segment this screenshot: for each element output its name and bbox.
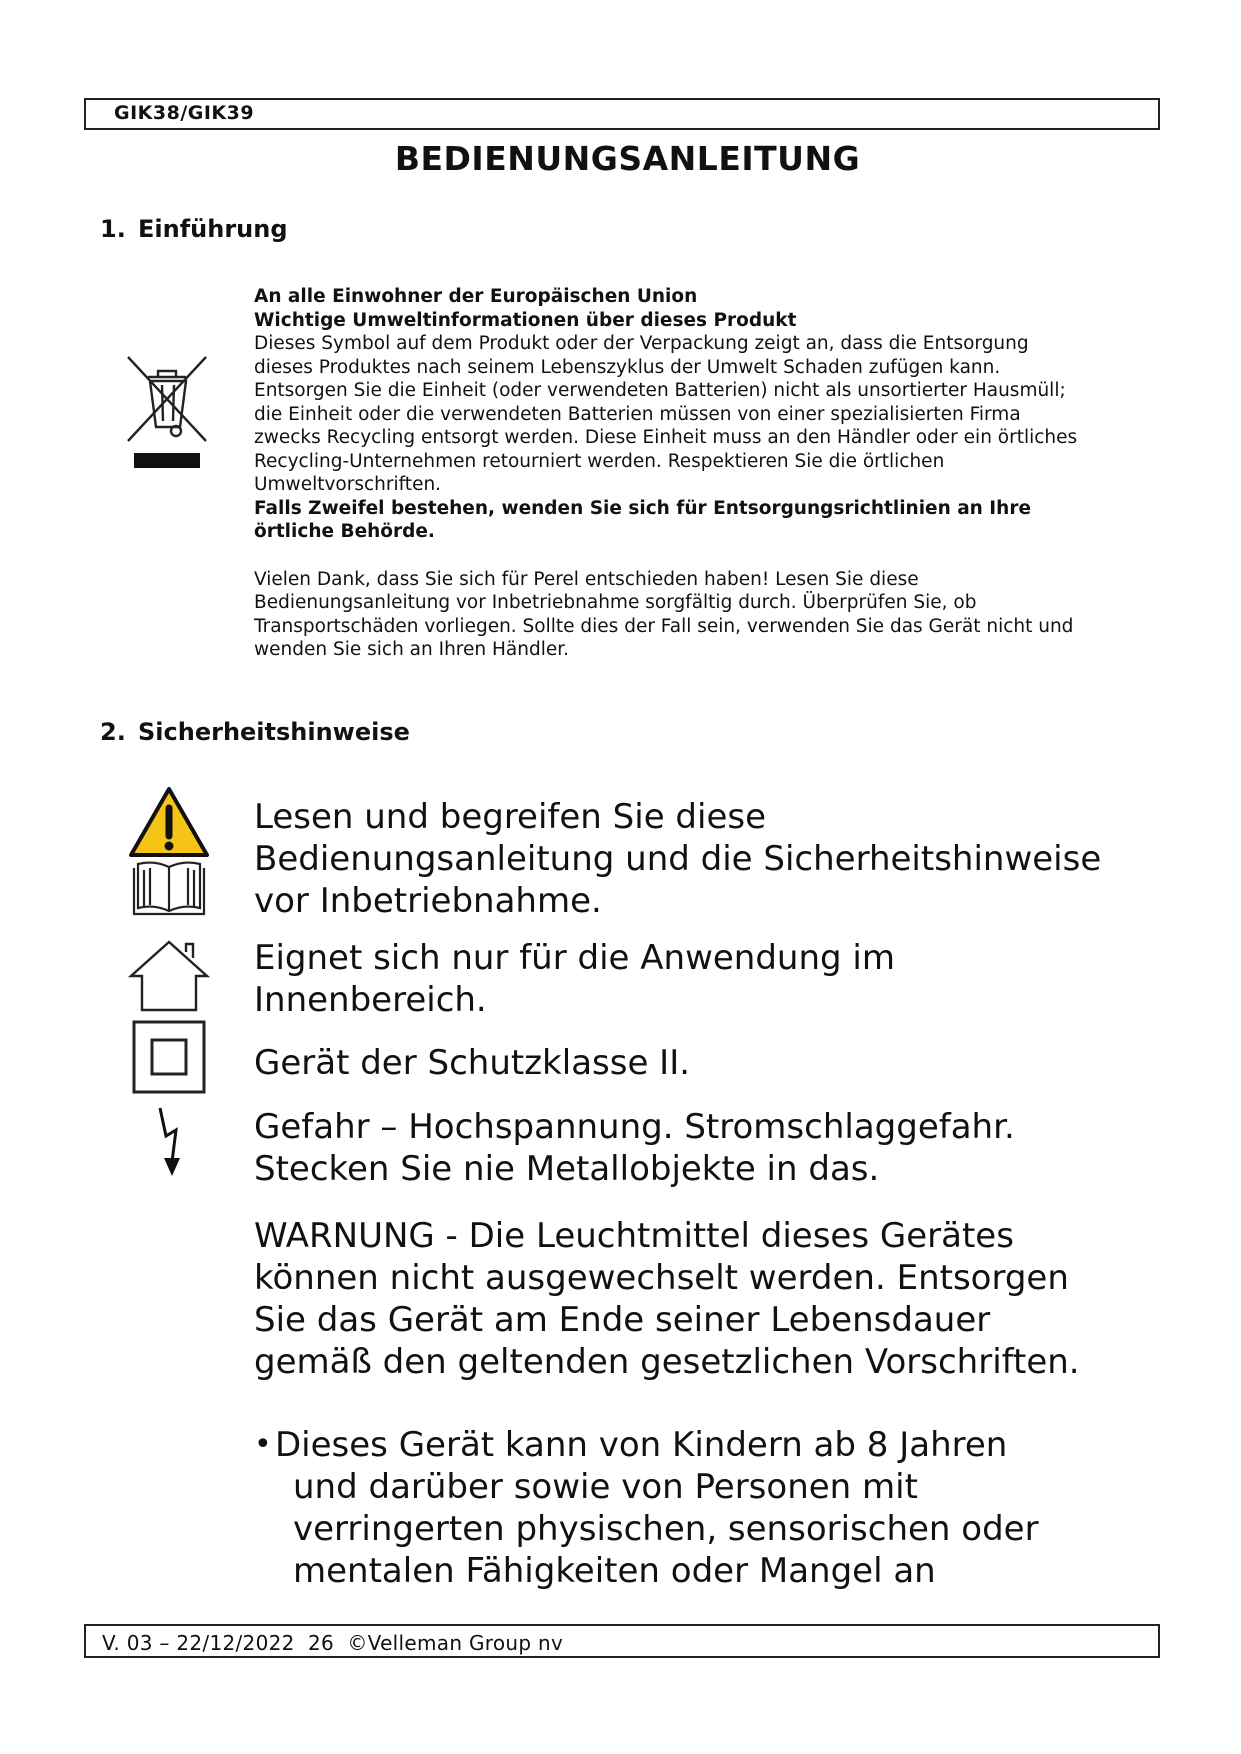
notice-line: Umweltvorschriften. [254,474,442,495]
bullet-line: mentalen Fähigkeiten oder Mangel an [293,1551,936,1591]
safety-line: Gerät der Schutzklasse II. [254,1043,691,1083]
safety-line: Innenbereich. [254,980,487,1020]
safety-line: Bedienungsanleitung und die Sicherheitshinweise [254,839,1102,879]
notice-line: die Einheit oder die verwendeten Batterien müssen von einer spezialisierten Firma [254,403,1021,425]
model-code: GIK38/GIK39 [114,102,255,124]
warning-paragraph [254,1215,1154,1383]
page-title: BEDIENUNGSANLEITUNG [394,139,861,178]
open-book-icon [130,858,208,918]
section-title: Einführung [138,215,288,243]
notice-heading: An alle Einwohner der Europäischen Union [254,286,698,307]
bullet-line: verringerten physischen, sensorischen oder [293,1509,1039,1549]
section-title: Sicherheitshinweise [138,718,410,746]
notice-line: dieses Produktes nach seinem Lebenszyklus der Umwelt Schaden zufügen kann. [254,356,1001,378]
section-number: 1. [100,215,126,243]
notice-line: Entsorgen Sie die Einheit (oder verwendeten Batterien) nicht als unsortierter Hausmüll; [254,380,1066,401]
weee-notice [254,285,1134,662]
warning-line: können nicht ausgewechselt werden. Entsorgen [254,1258,1069,1298]
crossed-out-wheelie-bin-icon [126,355,208,471]
notice-bold-line: örtliche Behörde. [254,521,435,542]
warning-line: Sie das Gerät am Ende seiner Lebensdauer [254,1300,991,1340]
footer-text: V. 03 – 22/12/2022 26 ©Velleman Group nv [102,1631,564,1655]
lightning-bolt-icon [150,1104,190,1180]
bullet-line: und darüber sowie von Personen mit [293,1467,918,1507]
notice-line: zwecks Recycling entsorgt werden. Diese Einheit muss an den Händler oder ein örtliches [254,427,1078,448]
safety-text-read-manual [254,796,1154,922]
notice-subheading: Wichtige Umweltinformationen über dieses Produkt [254,309,797,331]
safety-line: Eignet sich nur für die Anwendung im [254,938,895,978]
house-icon [128,938,210,1012]
section-heading-introduction [100,215,288,243]
thanks-line: Transportschäden vorliegen. Sollte dies der Fall sein, verwenden Sie das Gerät nicht und [254,615,1074,637]
warning-line: WARNUNG - Die Leuchtmittel dieses Gerätes [254,1216,1014,1256]
safety-text-high-voltage [254,1106,1154,1190]
safety-line: Stecken Sie nie Metallobjekte in das. [254,1149,880,1189]
safety-line: Lesen und begreifen Sie diese [254,797,766,837]
warning-line: gemäß den geltenden gesetzlichen Vorschriften. [254,1342,1080,1382]
safety-line: Gefahr – Hochspannung. Stromschlaggefahr. [254,1107,1015,1147]
section-heading-safety [100,718,410,746]
warning-triangle-icon [128,786,210,858]
safety-line: vor Inbetriebnahme. [254,881,602,921]
notice-line: Recycling-Unternehmen retourniert werden. Respektieren Sie die örtlichen [254,450,945,472]
section-number: 2. [100,718,126,746]
bullet-item-children [254,1424,1154,1592]
thanks-line: wenden Sie sich an Ihren Händler. [254,639,570,660]
safety-text-protection-class [254,1042,1154,1084]
bullet-line: Dieses Gerät kann von Kindern ab 8 Jahren [275,1425,1008,1465]
safety-text-indoor [254,937,1154,1021]
notice-bold-line: Falls Zweifel bestehen, wenden Sie sich für Entsorgungsrichtlinien an Ihre [254,497,1032,519]
thanks-line: Vielen Dank, dass Sie sich für Perel entschieden haben! Lesen Sie diese [254,568,919,590]
thanks-line: Bedienungsanleitung vor Inbetriebnahme sorgfältig durch. Überprüfen Sie, ob [254,592,977,613]
bullet-dot: • [254,1427,272,1462]
notice-line: Dieses Symbol auf dem Produkt oder der Verpackung zeigt an, dass die Entsorgung [254,333,1029,354]
class-ii-double-square-icon [132,1020,206,1094]
